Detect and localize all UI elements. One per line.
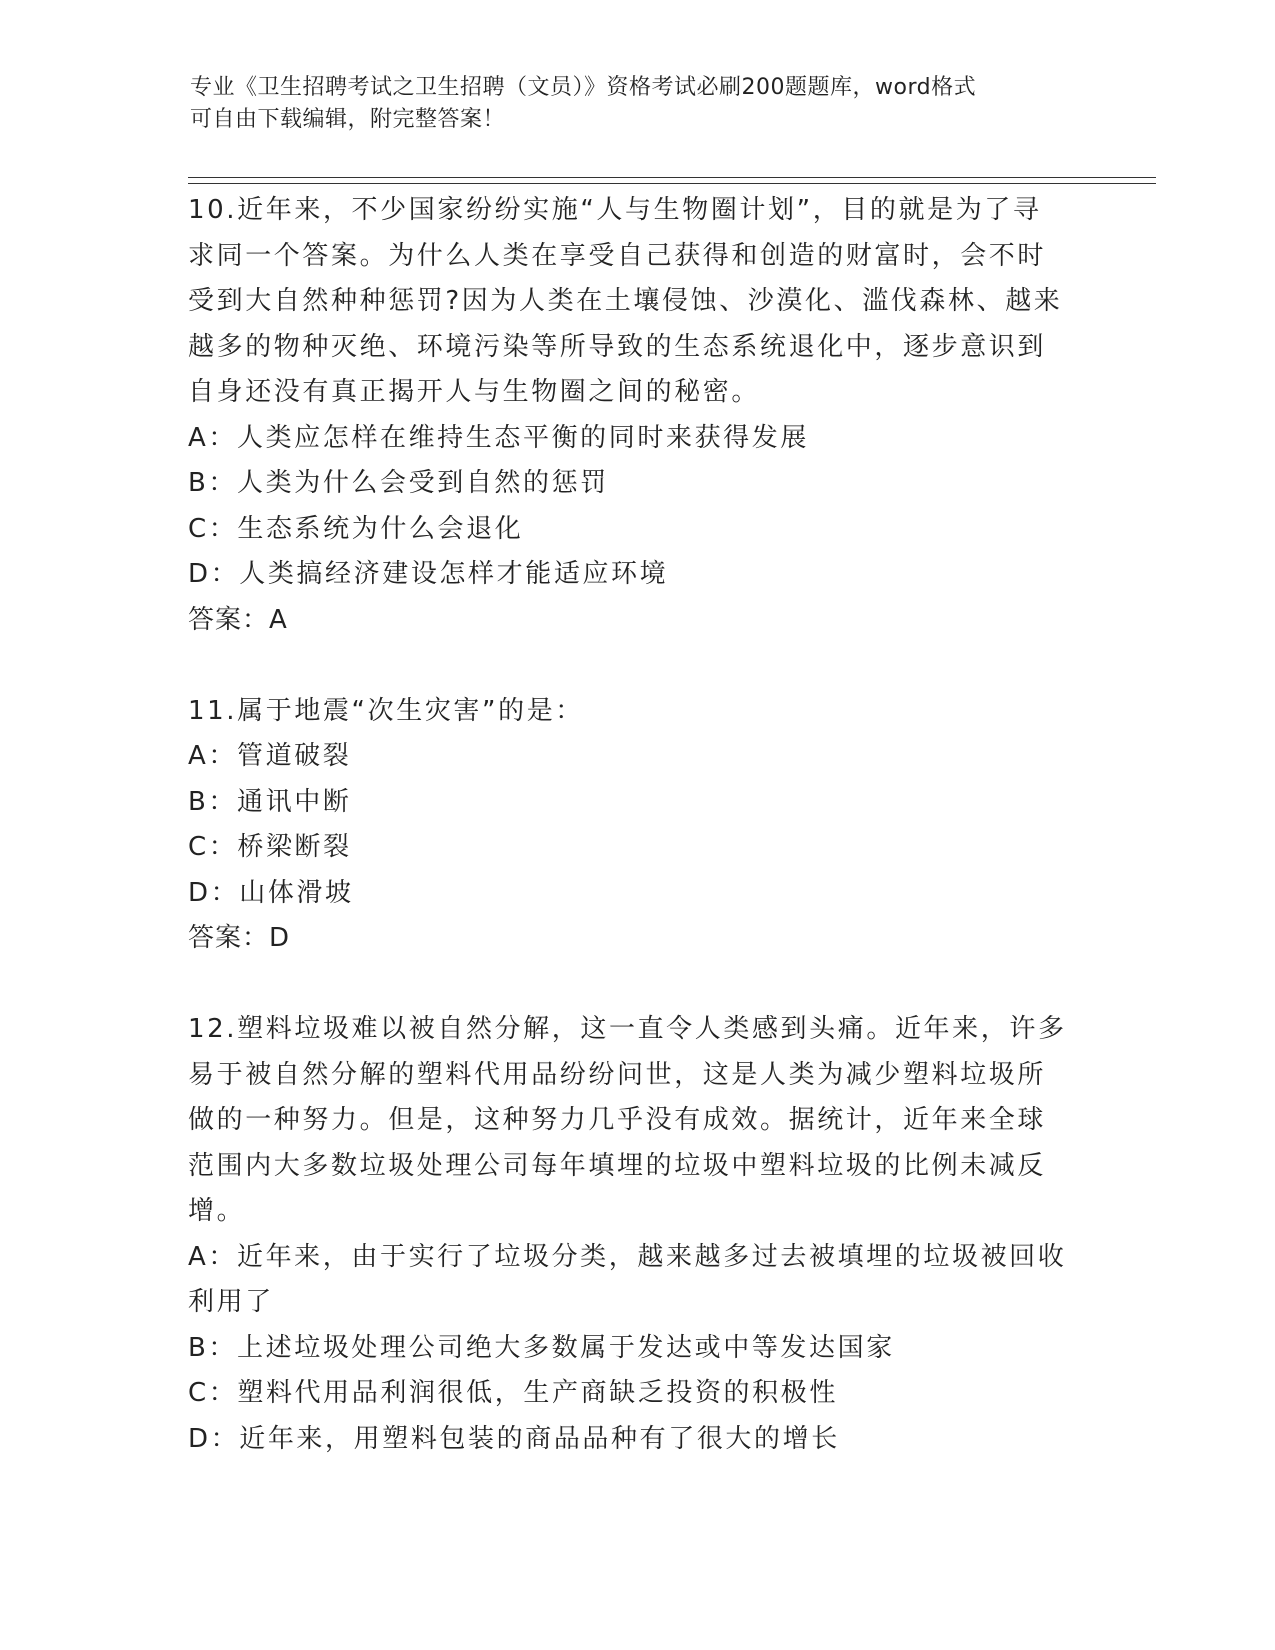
option-b: B：通讯中断 [188,786,352,817]
question-block [188,689,1088,962]
option-d: D：山体滑坡 [188,877,354,908]
question-text-line: 越多的物种灭绝、环境污染等所导致的生态系统退化中，逐步意识到 [188,331,1047,362]
answer-line: 答案：D [188,923,291,953]
option-d: D：人类搞经济建设怎样才能适应环境 [188,559,669,589]
question-text-line: 做的一种努力。但是，这种努力几乎没有成效。据统计，近年来全球 [188,1105,1047,1135]
question-text-line: 受到大自然种种惩罚?因为人类在土壤侵蚀、沙漠化、滥伐森林、越来 [188,286,1063,316]
question-list [188,188,1088,1462]
option-a: A：管道破裂 [188,741,352,771]
question-text-line: 易于被自然分解的塑料代用品纷纷问世，这是人类为减少塑料垃圾所 [188,1059,1047,1090]
question-spacer [188,962,1088,1008]
answer-line: 答案：A [188,604,288,635]
question-text-line: 10.近年来，不少国家纷纷实施“人与生物圈计划”，目的就是为了寻 [188,195,1042,225]
question-text-line: 12.塑料垃圾难以被自然分解，这一直令人类感到头痛。近年来，许多 [188,1014,1067,1044]
header-title-line-1: 专业《卫生招聘考试之卫生招聘（文员）》资格考试必刷200题题库，word格式 [190,75,977,100]
option-c: C：生态系统为什么会退化 [188,513,524,544]
question-spacer [188,643,1088,689]
question-block [188,1007,1088,1462]
question-text-line: 增。 [188,1196,246,1226]
option-a: A：人类应怎样在维持生态平衡的同时来获得发展 [188,422,809,453]
question-text-line: 范围内大多数垃圾处理公司每年填埋的垃圾中塑料垃圾的比例未减反 [188,1150,1047,1181]
option-a: A：近年来，由于实行了垃圾分类，越来越多过去被填埋的垃圾被回收 [188,1241,1067,1272]
option-a-continued: 利用了 [188,1287,274,1317]
option-c: C：桥梁断裂 [188,832,352,862]
header-title-line-2: 可自由下载编辑，附完整答案！ [190,107,506,132]
question-text-line: 自身还没有真正揭开人与生物圈之间的秘密。 [188,377,761,407]
document-header [190,72,1090,136]
option-c: C：塑料代用品利润很低，生产商缺乏投资的积极性 [188,1378,838,1408]
question-text-line: 11.属于地震“次生灾害”的是： [188,695,584,726]
question-text-line: 求同一个答案。为什么人类在享受自己获得和创造的财富时，会不时 [188,240,1047,271]
option-b: B：人类为什么会受到自然的惩罚 [188,468,609,498]
option-b: B：上述垃圾处理公司绝大多数属于发达或中等发达国家 [188,1332,895,1363]
question-block [188,188,1088,643]
header-divider [188,177,1156,184]
option-d: D：近年来，用塑料包装的商品品种有了很大的增长 [188,1423,840,1454]
